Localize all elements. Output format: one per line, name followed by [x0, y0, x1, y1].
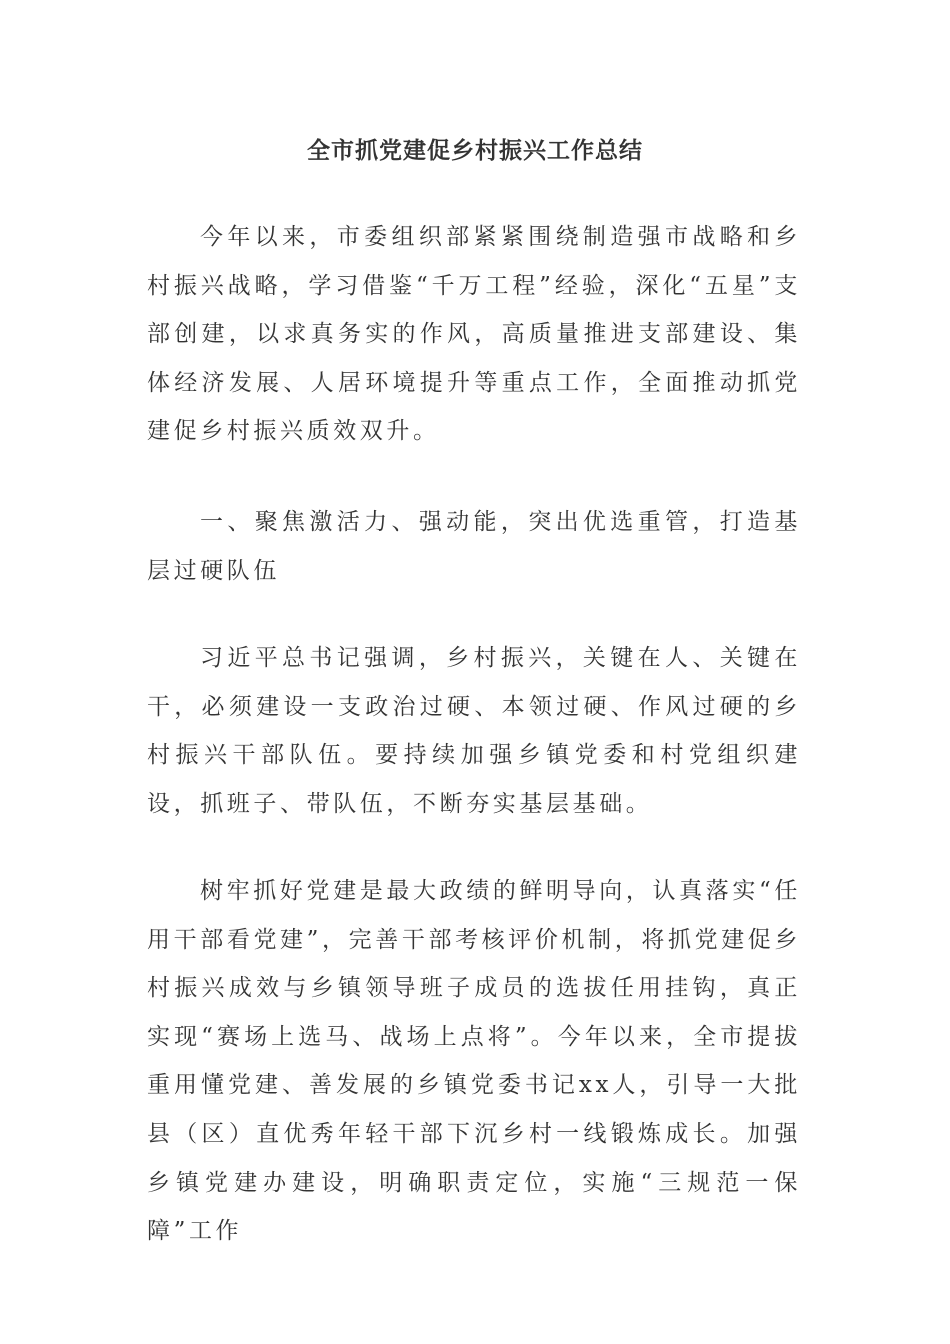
body-paragraph: 树牢抓好党建是最大政绩的鲜明导向，认真落实“任用干部看党建”，完善干部考核评价机制，将抓党建促乡村振兴成效与乡镇领导班子成员的选拔任用挂钩，真正实现“赛场上选马、战场上点将”。今年以来，全市提拔重用懂党建、善发展的乡镇党委书记xx人，引导一大批县（区）直优秀年轻干部下沉乡村一线锻炼成长。加强乡镇党建办建设，明确职责定位，实施“三规范一保障”工作 — [147, 878, 801, 1245]
document-title: 全市抓党建促乡村振兴工作总结 — [307, 138, 643, 164]
intro-paragraph: 今年以来，市委组织部紧紧围绕制造强市战略和乡村振兴战略，学习借鉴“千万工程”经验，深化“五星”支部创建，以求真务实的作风，高质量推进支部建设、集体经济发展、人居环境提升等重点工作，全面推动抓党建促乡村振兴质效双升。 — [147, 224, 801, 445]
body-paragraph: 习近平总书记强调，乡村振兴，关键在人、关键在干，必须建设一支政治过硬、本领过硬、作风过硬的乡村振兴干部队伍。要持续加强乡镇党委和村党组织建设，抓班子、带队伍，不断夯实基层基础。 — [147, 645, 801, 817]
section-heading-1: 一、聚焦激活力、强动能，突出优选重管，打造基层过硬队伍 — [147, 509, 801, 584]
